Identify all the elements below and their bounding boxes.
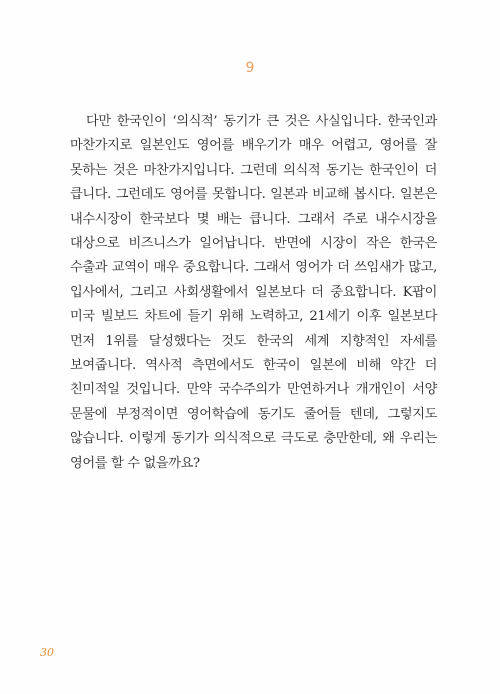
body-paragraph: 다만 한국인이 ‘의식적’ 동기가 큰 것은 사실입니다. 한국인과 마찬가지로 일본인도 영어를 배우기가 매우 어렵고, 영어를 잘 못하는 것은 마찬가지입니다. 그런데 의식적 동기는 한국인이 더 큽니다. 그런데도 영어를 못합니다. 일본과 비교해 봅시다. 일본은 내수시장이 한국보다 몇 배는 큽니다. 그래서 주로 내수시장을 대상으로 비즈니스가 일어납니다. 반면에 시장이 작은 한국은 수출과 교역이 매우 중요합니다. 그래서 영어가 더 쓰임새가 많고, 입사에서, 그리고 사회생활에서 일본보다 더 중요합니다. K팝이 미국 빌보드 차트에 들기 위해 노력하고, 21세기 이후 일본보다 먼저 1위를 달성했다는 것도 한국의 세계 지향적인 자세를 보여줍니다. 역사적 측면에서도 한국이 일본에 비해 약간 더 친미적일 것입니다. 만약 국수주의가 만연하거나 개개인이 서양 문물에 부정적이면 영어학습에 동기도 줄어들 텐데, 그렇지도 않습니다. 이렇게 동기가 의식적으로 극도로 충만한데, 왜 우리는 영어를 할 수 없을까요? <box>70 114 437 471</box>
chapter-ornament: 9 <box>245 60 255 76</box>
page-number: 30 <box>40 646 54 659</box>
